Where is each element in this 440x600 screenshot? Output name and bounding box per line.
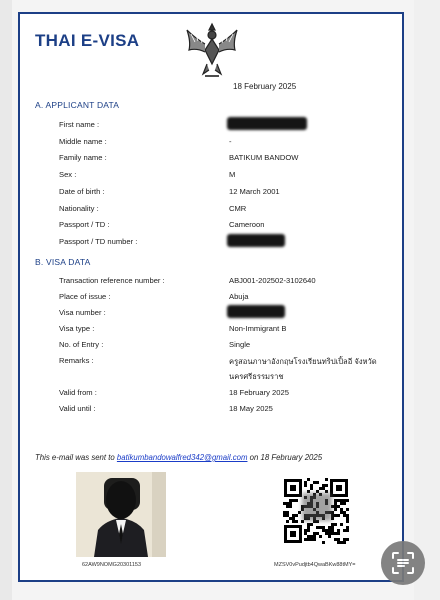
- field-sex: [59, 170, 389, 182]
- field-label: Passport / TD :: [59, 220, 110, 230]
- field-family-name: [59, 153, 389, 165]
- redacted-value: [227, 117, 307, 130]
- field-date-of-birth: [59, 187, 389, 199]
- field-label: Family name :: [59, 153, 107, 163]
- email-notice-suffix: on 18 February 2025: [249, 453, 323, 462]
- field-value: M: [229, 170, 236, 180]
- field-label: Date of birth :: [59, 186, 105, 196]
- field-value: ครูสอนภาษาอังกฤษโรงเรียนทริปเปิ้ลอี จังหวัดนครศรีธรรมราช: [229, 356, 377, 381]
- section-applicant-heading: A. APPLICANT DATA: [35, 100, 120, 110]
- field-label: Passport / TD number :: [59, 236, 138, 246]
- field-nationality: [59, 204, 389, 216]
- field-middle-name: [59, 137, 389, 149]
- text-scan-button[interactable]: [381, 541, 425, 585]
- field-remarks: [59, 355, 389, 381]
- email-notice: [35, 453, 322, 462]
- field-label: Visa number :: [59, 307, 106, 317]
- applicant-photo: [76, 472, 166, 557]
- brand-title: THAI E-VISA: [35, 31, 140, 50]
- field-no-of-entry: [59, 340, 389, 352]
- field-value: Abuja: [229, 291, 249, 301]
- field-visa-number: [59, 308, 389, 320]
- field-valid-from: [59, 388, 389, 400]
- viewer-left-margin: [0, 0, 12, 600]
- field-value: Single: [229, 339, 251, 349]
- field-label: First name :: [59, 120, 100, 129]
- field-value: Cameroon: [229, 220, 265, 230]
- field-value: 12 March 2001: [229, 186, 280, 196]
- garuda-emblem-icon: [183, 20, 241, 82]
- field-valid-until: [59, 404, 389, 416]
- field-label: Sex :: [59, 170, 77, 180]
- text-scan-icon: [390, 550, 416, 576]
- issue-date: 18 February 2025: [233, 82, 297, 91]
- field-value: Non-Immigrant B: [229, 323, 287, 333]
- field-value: 18 February 2025: [229, 388, 289, 398]
- field-value: BATIKUM BANDOW: [229, 153, 299, 163]
- qr-code[interactable]: [282, 477, 350, 545]
- field-label: Remarks :: [59, 355, 94, 365]
- email-notice-prefix: This e-mail was sent to: [35, 453, 115, 462]
- visa-document: [18, 12, 404, 582]
- redacted-value: [227, 305, 285, 318]
- field-value: 18 May 2025: [229, 404, 273, 414]
- viewer-right-margin: [414, 0, 440, 600]
- qr-code-text: MZSV0vPudjtb4QwaBKw88tMY=: [274, 562, 356, 568]
- field-label: Valid until :: [59, 404, 96, 414]
- field-first-name: [59, 120, 389, 132]
- section-visa-heading: B. VISA DATA: [35, 257, 91, 267]
- email-address-link[interactable]: batikumbandowalfred342@gmail.com: [116, 453, 248, 462]
- field-value: -: [229, 136, 232, 146]
- field-label: Transaction reference number :: [59, 276, 165, 285]
- field-label: Valid from :: [59, 388, 97, 398]
- field-passport-td-number: [59, 237, 389, 249]
- field-value: CMR: [229, 203, 247, 213]
- field-label: Visa type :: [59, 323, 95, 333]
- field-value: ABJ001-202502-3102640: [229, 276, 316, 285]
- applicant-photo-image: [76, 472, 166, 557]
- redacted-value: [227, 234, 285, 247]
- field-passport-td: [59, 220, 389, 232]
- field-visa-type: [59, 324, 389, 336]
- photo-code: 62AW9NOMG20301153: [82, 562, 142, 568]
- field-place-of-issue: [59, 292, 389, 304]
- field-label: Nationality :: [59, 203, 99, 213]
- field-label: Middle name :: [59, 136, 107, 146]
- field-transaction-reference-number: [59, 276, 389, 288]
- field-label: Place of issue :: [59, 291, 111, 301]
- field-label: No. of Entry :: [59, 339, 104, 349]
